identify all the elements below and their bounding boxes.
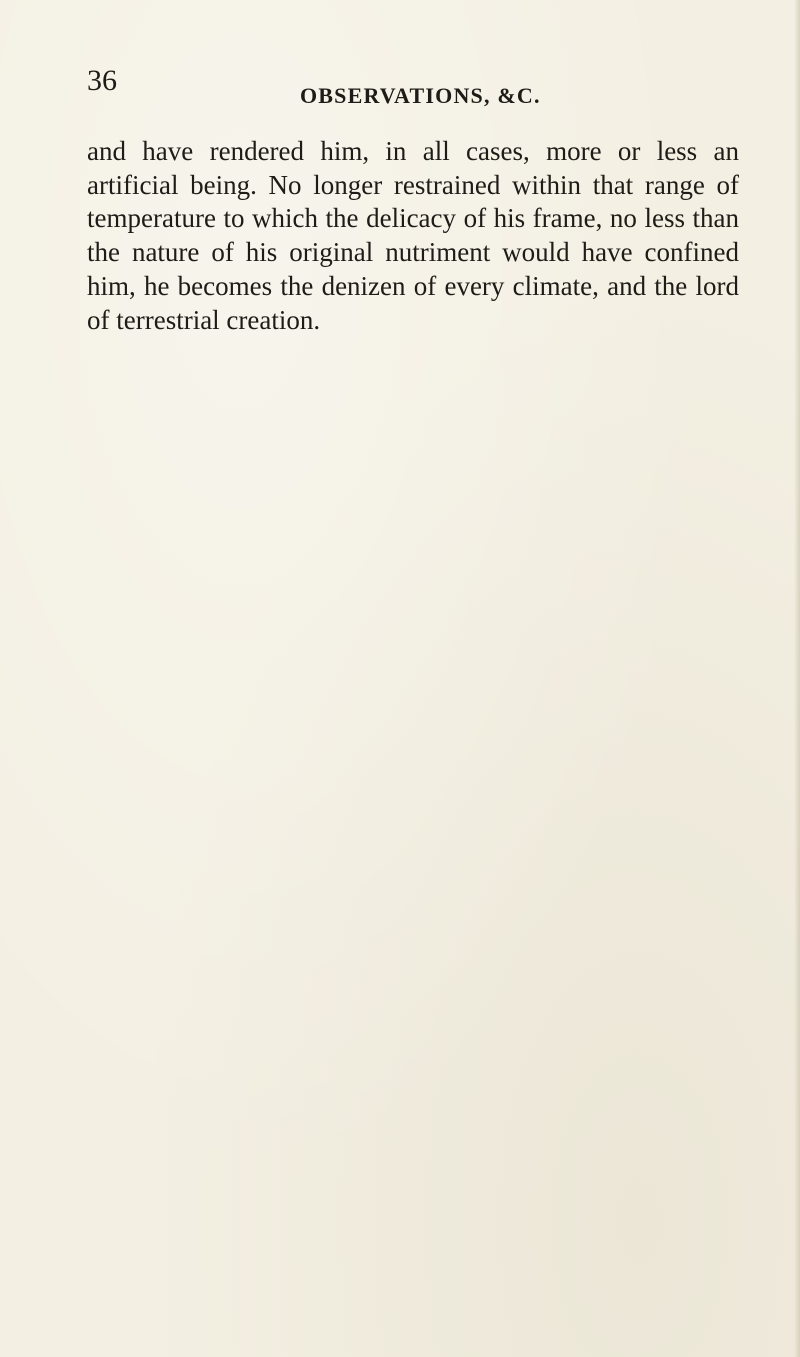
page-number: 36 xyxy=(87,64,117,97)
body-paragraph: and have rendered him, in all cases, more or less an artificial being. No longer restrained within that range of temperature to which the delicacy of his frame, no less than the nature of his original nutriment would have confined him, he becomes the denizen of every climate, and the lord of terrestrial creation. xyxy=(87,136,739,335)
page-edge-shadow xyxy=(794,0,800,1357)
running-head: OBSERVATIONS, &C. xyxy=(300,83,541,108)
